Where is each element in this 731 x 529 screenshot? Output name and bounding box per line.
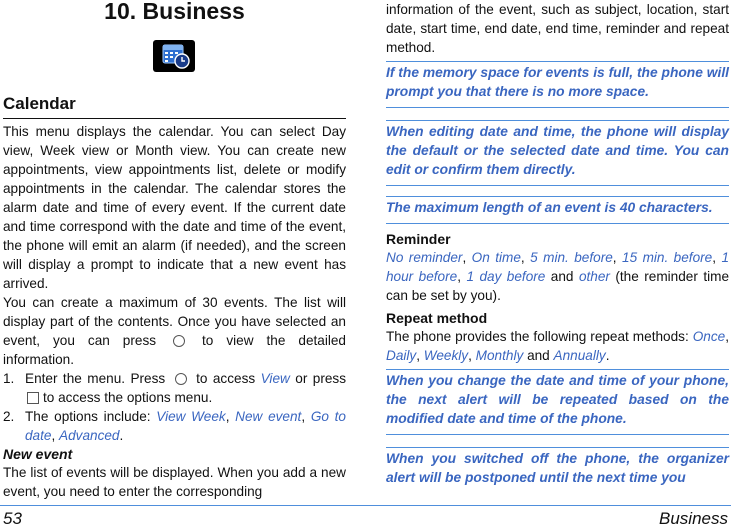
- new-event-paragraph: The list of events will be displayed. When you add a new event, you need to enter the corresponding: [3, 465, 346, 499]
- calendar-icon: [153, 40, 195, 72]
- steps-list: [3, 369, 346, 445]
- note-switched-off: When you switched off the phone, the organizer alert will be postponed until the next time you: [386, 447, 729, 493]
- repeat-heading: Repeat method: [386, 310, 488, 326]
- left-column: [3, 0, 346, 22]
- options-key-icon: [27, 392, 39, 404]
- page-number: 53: [3, 509, 22, 528]
- chapter-title: 10. Business: [104, 0, 245, 24]
- right-column: [386, 0, 729, 493]
- list-item: 2. The options include: View Week, New event, Go to date, Advanced.: [3, 409, 346, 443]
- note-memory-full: If the memory space for events is full, the phone will prompt you that there is no more space.: [386, 61, 729, 108]
- reminder-paragraph: No reminder, On time, 5 min. before, 15 min. before, 1 hour before, 1 day before and other (the reminder time can be set by you).: [386, 250, 730, 303]
- ok-key-icon: [175, 373, 187, 385]
- repeat-paragraph: The phone provides the following repeat methods: Once, Daily, Weekly, Monthly and Annually.: [386, 329, 729, 363]
- note-edit-date: When editing date and time, the phone will display the default or the selected date and time. You can edit or confirm them directly.: [386, 120, 729, 186]
- continued-paragraph: information of the event, such as subject, location, start date, start time, end date, end time, reminder and repeat method.: [386, 2, 729, 55]
- events-paragraph: You can create a maximum of 30 events. The list will display part of the contents. Once you have selected an event, you can press to view the detailed information.: [3, 295, 346, 367]
- list-item: 1. Enter the menu. Press to access View or pressto access the options menu.: [3, 371, 347, 405]
- footer-divider: [0, 505, 731, 506]
- footer-section-name: Business: [659, 509, 728, 528]
- calendar-section: [3, 94, 346, 501]
- note-max-length: The maximum length of an event is 40 characters.: [386, 196, 729, 224]
- intro-paragraph: This menu displays the calendar. You can select Day view, Week view or Month view. You can create new appointments, view appointments list, delete or modify appointments in the calendar. The calendar stores the alarm date and time of every event. If the current date and time correspond with the date and time of the event, the phone will emit an alarm (if needed), and the screen will display a prompt to indicate that a new event has arrived.: [3, 124, 346, 291]
- new-event-heading: New event: [3, 446, 73, 462]
- section-title: Calendar: [3, 94, 346, 119]
- ok-key-icon: [173, 335, 185, 347]
- view-link: View: [260, 371, 290, 386]
- note-date-change: When you change the date and time of your phone, the next alert will be repeated based on the modified date and time of the phone.: [386, 369, 729, 435]
- reminder-heading: Reminder: [386, 231, 451, 247]
